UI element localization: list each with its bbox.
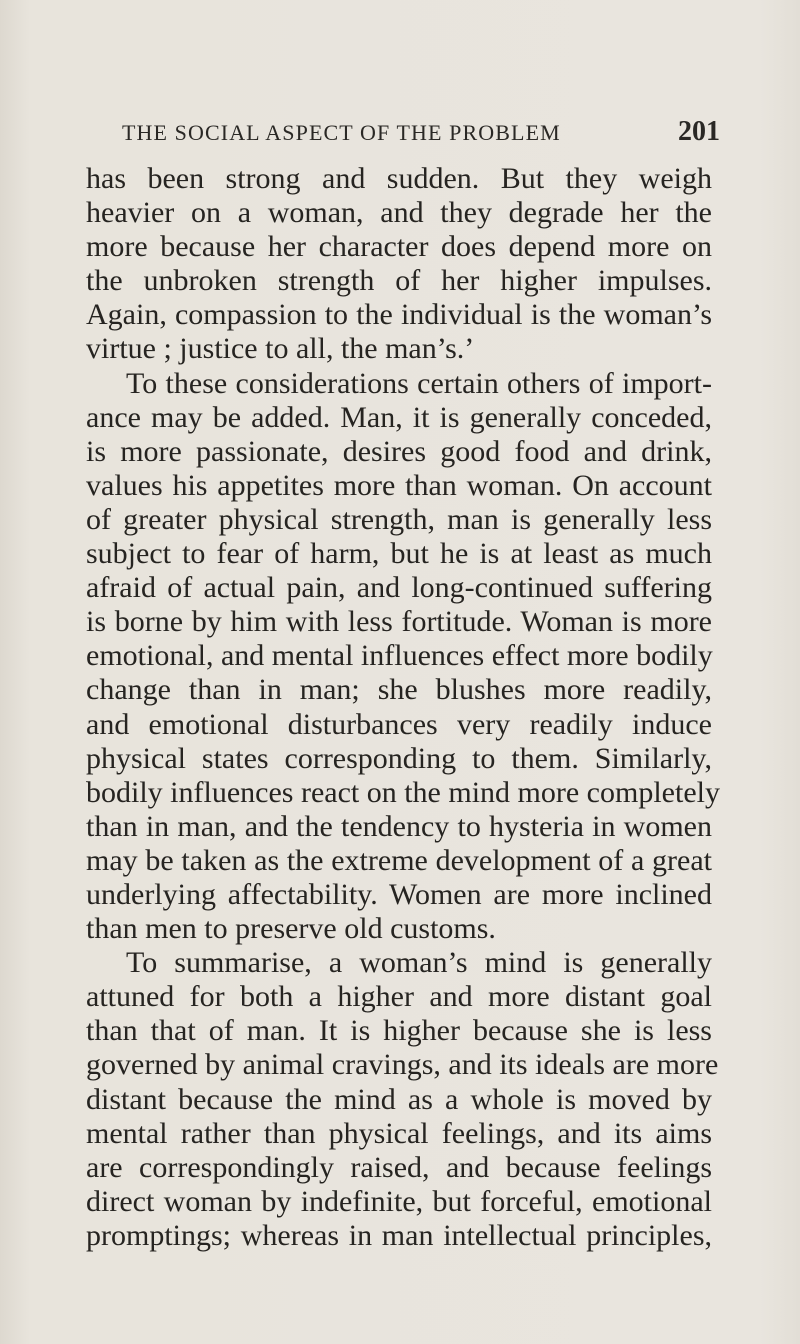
text-line: than that of man. It is higher because she is less	[86, 1014, 712, 1048]
text-line: attuned for both a higher and more distant goal	[86, 980, 712, 1014]
text-line: Again, compassion to the individual is the woman’s	[86, 298, 712, 332]
text-line: To summarise, a woman’s mind is generally	[126, 946, 712, 980]
text-line: of greater physical strength, man is generally less	[86, 502, 712, 536]
page-header	[122, 116, 722, 152]
text-line: physical states corresponding to them. Similarly,	[86, 741, 712, 775]
text-line: ance may be added. Man, it is generally conceded,	[86, 400, 712, 434]
text-line: has been strong and sudden. But they weigh	[86, 162, 712, 195]
text-line: is more passionate, desires good food and drink,	[86, 434, 712, 468]
page-number: 201	[678, 116, 720, 147]
text-line: governed by animal cravings, and its ideals are more	[86, 1048, 719, 1082]
text-line: distant because the mind as a whole is moved by	[86, 1082, 712, 1116]
text-line: than men to preserve old customs.	[86, 912, 496, 946]
text-line: more because her character does depend more on	[86, 230, 712, 264]
running-head: THE SOCIAL ASPECT OF THE PROBLEM	[122, 120, 561, 145]
text-line: virtue ; justice to all, the man’s.’	[86, 332, 475, 366]
text-line: and emotional disturbances very readily induce	[86, 707, 712, 741]
text-line: values his appetites more than woman. On account	[86, 468, 712, 502]
text-line: may be taken as the extreme development of a great	[86, 843, 712, 877]
text-line: underlying affectability. Women are more inclined	[86, 877, 712, 911]
text-line: promptings; whereas in man intellectual principles,	[86, 1218, 712, 1252]
text-line: is borne by him with less fortitude. Woman is more	[86, 605, 712, 639]
text-line: the unbroken strength of her higher impulses.	[86, 264, 712, 298]
body-text	[86, 162, 720, 1253]
text-line: afraid of actual pain, and long-continued suffering	[86, 571, 712, 605]
text-line: mental rather than physical feelings, and its aims	[86, 1116, 712, 1150]
text-line: are correspondingly raised, and because feelings	[86, 1150, 712, 1184]
text-line: emotional, and mental influences effect more bodily	[86, 639, 713, 673]
text-line: direct woman by indefinite, but forceful, emotional	[86, 1184, 712, 1218]
text-line: To these considerations certain others of import-	[126, 366, 712, 400]
text-line: than in man, and the tendency to hysteria in women	[86, 809, 712, 843]
text-line: change than in man; she blushes more readily,	[86, 673, 712, 707]
text-line: bodily influences react on the mind more completely	[86, 775, 720, 809]
text-line: subject to fear of harm, but he is at least as much	[86, 537, 712, 571]
text-line: heavier on a woman, and they degrade her the	[86, 196, 712, 230]
